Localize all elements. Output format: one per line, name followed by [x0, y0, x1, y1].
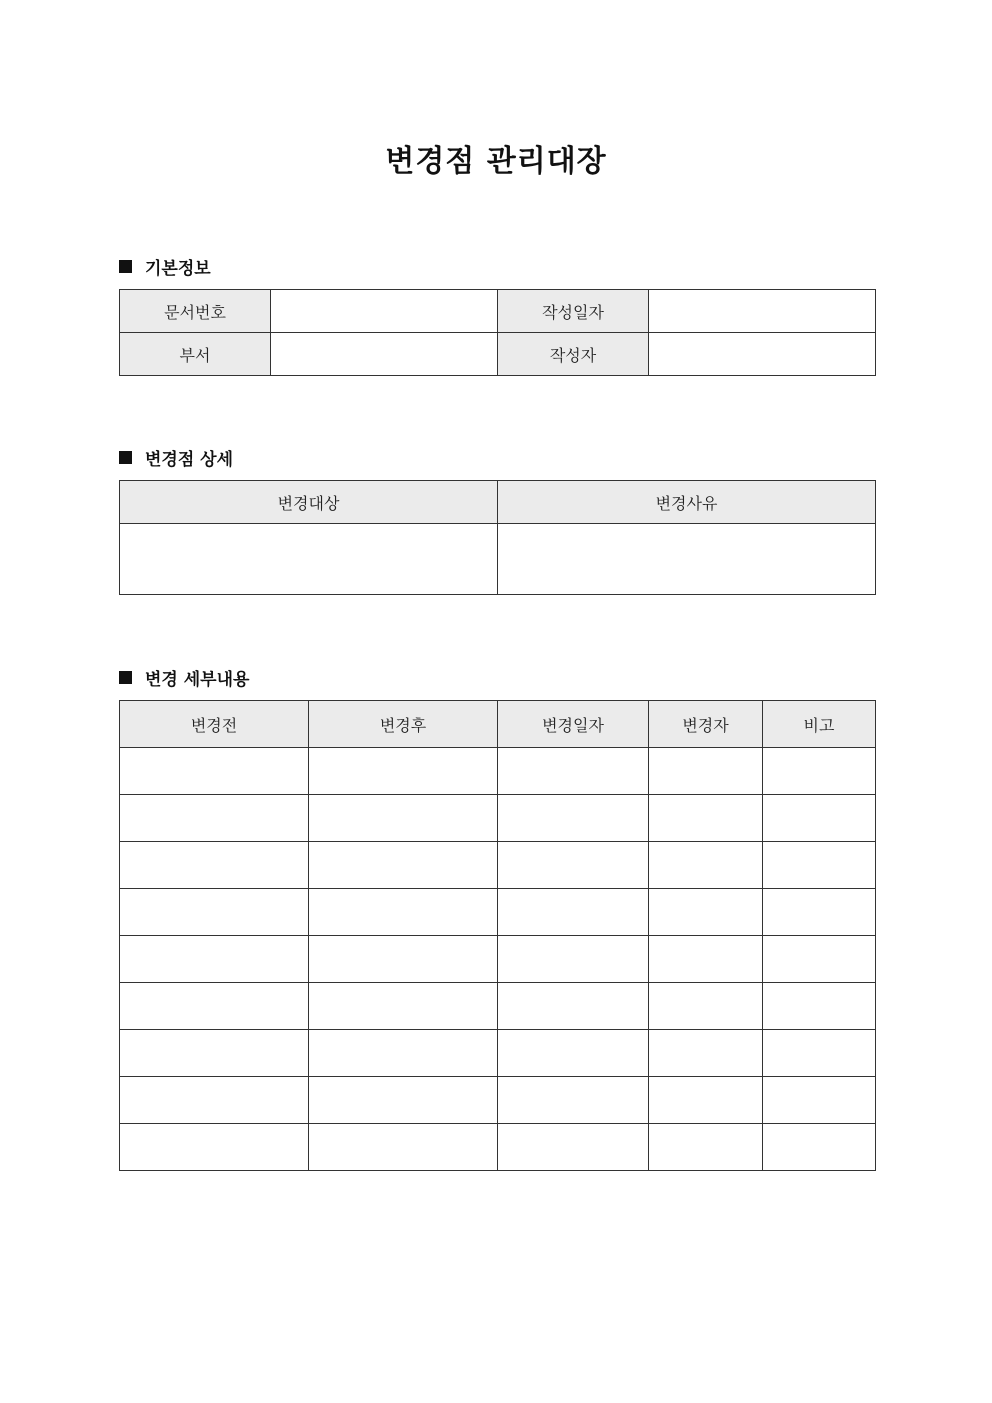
table-header-row: [120, 701, 876, 748]
square-bullet-icon: [119, 260, 132, 273]
cell-after[interactable]: [309, 983, 498, 1030]
cell-change-date[interactable]: [498, 795, 649, 842]
cell-after[interactable]: [309, 748, 498, 795]
table-row: [120, 290, 876, 333]
table-row: [120, 1077, 876, 1124]
table-row: [120, 524, 876, 595]
cell-after[interactable]: [309, 842, 498, 889]
cell-changer[interactable]: [649, 983, 763, 1030]
cell-remarks[interactable]: [763, 889, 876, 936]
cell-changer[interactable]: [649, 748, 763, 795]
cell-change-date[interactable]: [498, 889, 649, 936]
cell-change-date[interactable]: [498, 1030, 649, 1077]
cell-changer[interactable]: [649, 795, 763, 842]
cell-changer[interactable]: [649, 842, 763, 889]
square-bullet-icon: [119, 671, 132, 684]
cell-before[interactable]: [120, 936, 309, 983]
cell-change-date[interactable]: [498, 983, 649, 1030]
cell-before[interactable]: [120, 1124, 309, 1171]
section-title: 변경점 상세: [145, 450, 234, 470]
table-row: [120, 889, 876, 936]
column-header-reason: 변경사유: [498, 481, 876, 524]
change-reason-cell[interactable]: [498, 524, 876, 595]
cell-remarks[interactable]: [763, 795, 876, 842]
cell-before[interactable]: [120, 1030, 309, 1077]
table-row: [120, 842, 876, 889]
field-label-written-date: 작성일자: [498, 290, 649, 333]
field-label-doc-number: 문서번호: [120, 290, 271, 333]
cell-changer[interactable]: [649, 936, 763, 983]
cell-before[interactable]: [120, 842, 309, 889]
change-target-cell[interactable]: [120, 524, 498, 595]
column-header-change-date: 변경일자: [498, 701, 649, 748]
table-row: [120, 333, 876, 376]
table-row: [120, 936, 876, 983]
cell-changer[interactable]: [649, 1030, 763, 1077]
cell-before[interactable]: [120, 795, 309, 842]
cell-change-date[interactable]: [498, 748, 649, 795]
cell-before[interactable]: [120, 889, 309, 936]
table-row: [120, 1124, 876, 1171]
cell-after[interactable]: [309, 795, 498, 842]
field-value-department[interactable]: [271, 333, 498, 376]
column-header-remarks: 비고: [763, 701, 876, 748]
change-content-table: [119, 700, 876, 1171]
cell-after[interactable]: [309, 1124, 498, 1171]
cell-change-date[interactable]: [498, 936, 649, 983]
column-header-target: 변경대상: [120, 481, 498, 524]
cell-after[interactable]: [309, 936, 498, 983]
cell-before[interactable]: [120, 983, 309, 1030]
change-detail-table: [119, 480, 876, 595]
basic-info-table: [119, 289, 876, 376]
cell-before[interactable]: [120, 1077, 309, 1124]
cell-change-date[interactable]: [498, 1124, 649, 1171]
column-header-before: 변경전: [120, 701, 309, 748]
section-heading-detail: [119, 445, 233, 470]
section-title: 기본정보: [145, 259, 211, 279]
section-title: 변경 세부내용: [145, 670, 250, 690]
table-row: [120, 1030, 876, 1077]
cell-before[interactable]: [120, 748, 309, 795]
table-row: [120, 795, 876, 842]
column-header-changer: 변경자: [649, 701, 763, 748]
field-value-written-date[interactable]: [649, 290, 876, 333]
cell-changer[interactable]: [649, 1077, 763, 1124]
section-heading-basic: [119, 254, 211, 279]
section-heading-content: [119, 665, 249, 690]
table-row: [120, 748, 876, 795]
table-header-row: [120, 481, 876, 524]
field-label-department: 부서: [120, 333, 271, 376]
field-label-author: 작성자: [498, 333, 649, 376]
column-header-after: 변경후: [309, 701, 498, 748]
cell-after[interactable]: [309, 889, 498, 936]
cell-remarks[interactable]: [763, 936, 876, 983]
page-title: 변경점 관리대장: [385, 144, 607, 179]
cell-change-date[interactable]: [498, 1077, 649, 1124]
field-value-author[interactable]: [649, 333, 876, 376]
cell-after[interactable]: [309, 1030, 498, 1077]
cell-change-date[interactable]: [498, 842, 649, 889]
cell-after[interactable]: [309, 1077, 498, 1124]
cell-changer[interactable]: [649, 889, 763, 936]
cell-remarks[interactable]: [763, 1124, 876, 1171]
table-row: [120, 983, 876, 1030]
field-value-doc-number[interactable]: [271, 290, 498, 333]
cell-remarks[interactable]: [763, 748, 876, 795]
cell-remarks[interactable]: [763, 842, 876, 889]
cell-changer[interactable]: [649, 1124, 763, 1171]
cell-remarks[interactable]: [763, 983, 876, 1030]
cell-remarks[interactable]: [763, 1077, 876, 1124]
square-bullet-icon: [119, 451, 132, 464]
cell-remarks[interactable]: [763, 1030, 876, 1077]
